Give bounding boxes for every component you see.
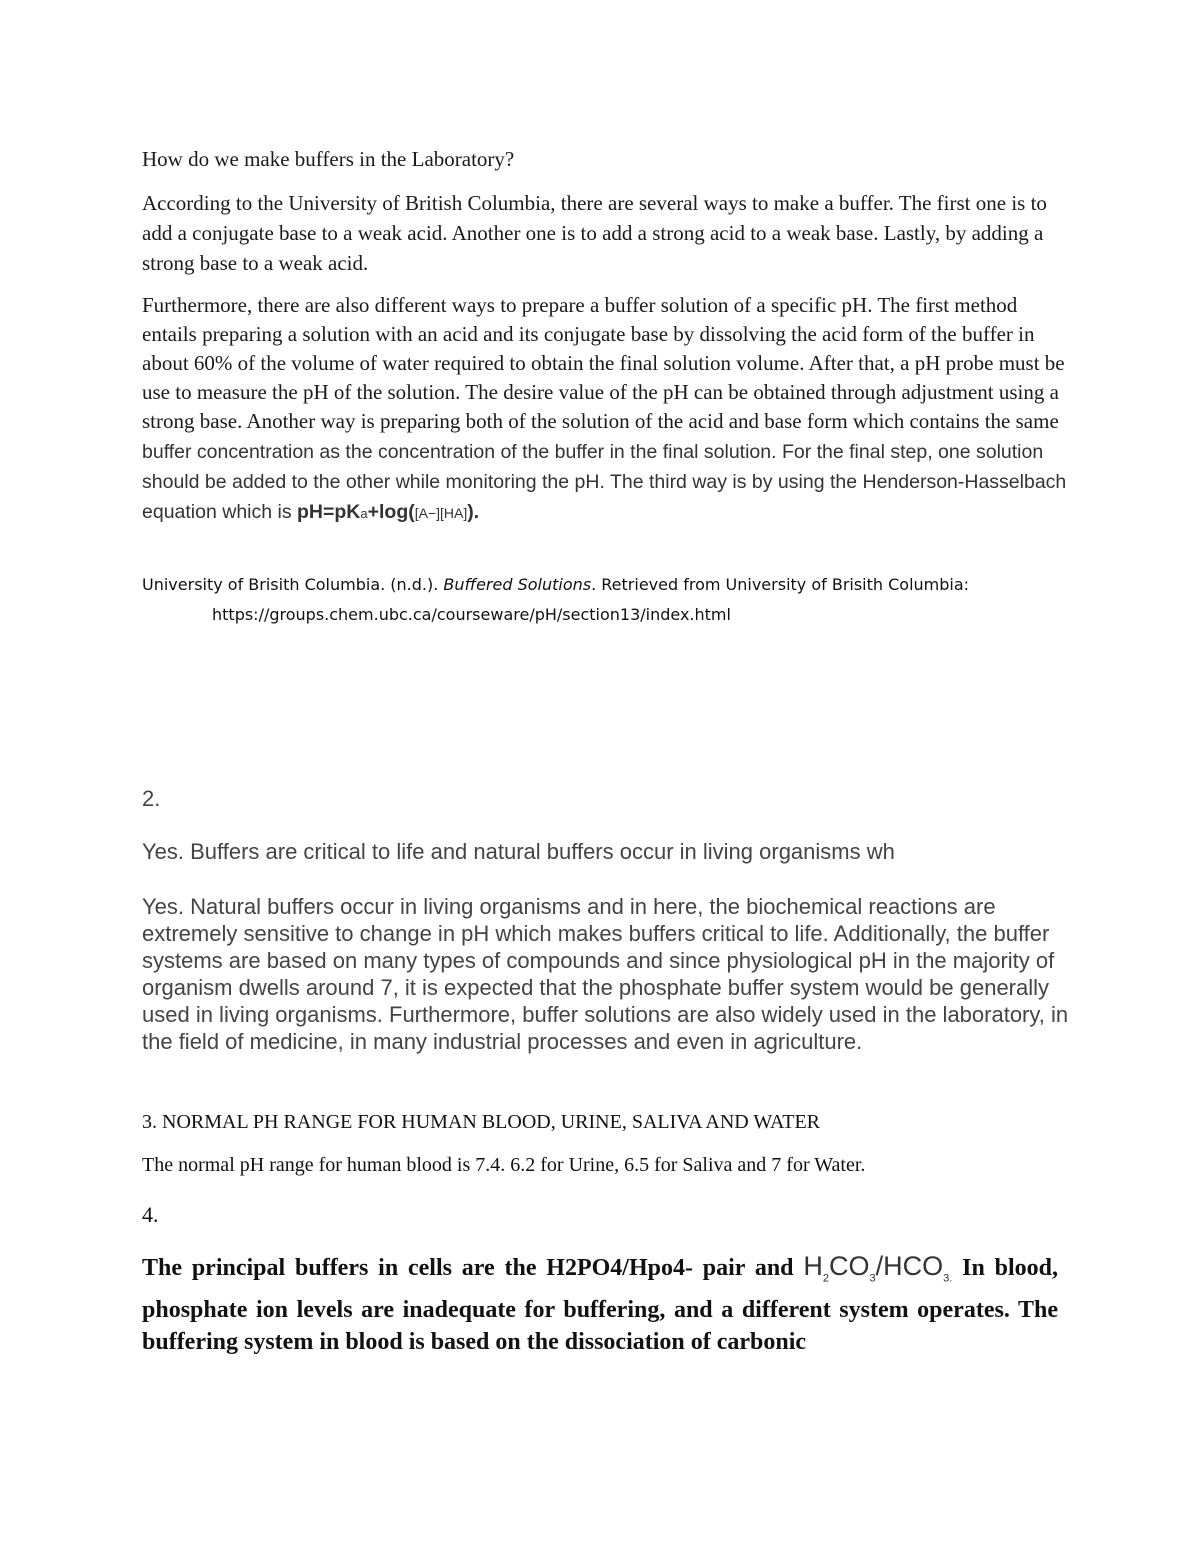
question-4-number: 4. <box>142 1202 159 1227</box>
formula-fraction: [A−][HA] <box>414 505 468 521</box>
paragraph-buffer-methods: According to the University of British Columbia, there are several ways to make a buffer. The first one is to add a conjugate base to a weak acid. Another one is to add a strong acid to a weak base. Lastly, by adding a strong base to a weak acid. <box>142 191 1047 275</box>
chem-sub-3b: 3. <box>943 1272 953 1285</box>
reference-url: https://groups.chem.ubc.ca/courseware/pH/section13/index.html <box>212 605 731 624</box>
question-2-number: 2. <box>142 786 161 811</box>
question-3-heading: 3. NORMAL PH RANGE FOR HUMAN BLOOD, URINE, SALIVA AND WATER <box>142 1111 821 1133</box>
reference-title: Buffered Solutions <box>443 575 592 594</box>
answer-4-text-b: In blood, phosphate ion levels are inadequate for buffering, and a different system operates. The buffering system in blood is based on the dissociation of carbonic <box>142 1255 1058 1356</box>
preparation-sans-text: buffer concentration as the concentration of the buffer in the final solution. For the final step, one solution should be added to the other while monitoring the pH. The third way is by using the Henderson-Hasselbach equation which is <box>142 441 1067 523</box>
question-2-answer: Yes. Natural buffers occur in living organisms and in here, the biochemical reactions are extremely sensitive to change in pH which makes buffers critical to life. Additionally, the buffer systems are based on many types of compounds and since physiological pH in the majority of organism dwells around 7, it is expected that the phosphate buffer system would be generally used in living organisms. Furthermore, buffer solutions are also widely used in the laboratory, in the field of medicine, in many industrial processes and even in agriculture. <box>142 894 1069 1054</box>
chem-sub-3: 3 <box>869 1272 876 1285</box>
chem-sub-2: 2 <box>822 1272 829 1285</box>
question-3-answer: The normal pH range for human blood is 7.4. 6.2 for Urine, 6.5 for Saliva and 7 for Water. <box>142 1154 866 1176</box>
question-1-title: How do we make buffers in the Laboratory? <box>142 147 515 171</box>
henderson-hasselbach-formula <box>297 501 479 523</box>
formula-end: ). <box>467 501 480 523</box>
reference-rest: . Retrieved from University of Brisith Columbia: <box>591 575 970 594</box>
question-2-draft: Yes. Buffers are critical to life and natural buffers occur in living organisms wh <box>142 839 895 864</box>
answer-4-text-a: The principal buffers in cells are the H2PO4/Hpo4- pair and <box>142 1255 804 1281</box>
paragraph-buffer-preparation <box>142 291 1072 528</box>
formula-main: pH=pK <box>297 501 361 523</box>
chem-co: CO <box>828 1251 870 1281</box>
carbonic-acid-formula <box>803 1251 953 1285</box>
reference-citation <box>142 570 969 630</box>
chem-h: H <box>803 1251 823 1281</box>
reference-author: University of Brisith Columbia. (n.d.). <box>142 575 444 594</box>
formula-subscript: a <box>360 506 368 521</box>
preparation-serif-text: Furthermore, there are also different ways to prepare a buffer solution of a specific pH. The first method entails preparing a solution with an acid and its conjugate base by dissolving the acid form of the buffer in about 60% of the volume of water required to obtain the final solution volume. After that, a pH probe must be use to measure the pH of the solution. The desire value of the pH can be obtained through adjustment using a strong base. Another way is preparing both of the solution of the acid and base form which contains the same <box>142 293 1065 433</box>
question-4-answer <box>142 1250 1058 1358</box>
chem-hco: /HCO <box>875 1251 944 1281</box>
formula-log: +log( <box>367 501 415 523</box>
